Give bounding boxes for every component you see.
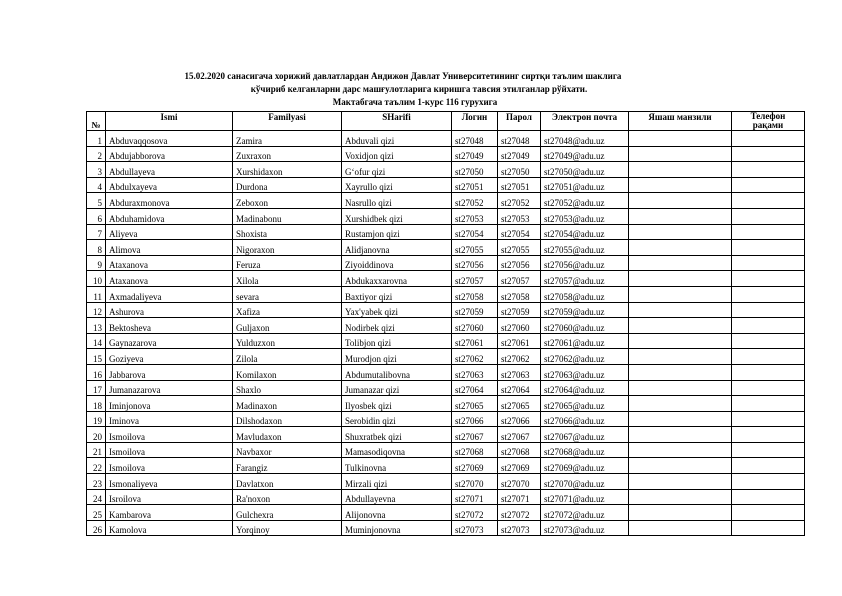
cell-login: st27070 xyxy=(452,474,498,490)
cell-number: 3 xyxy=(87,162,106,178)
cell-phone xyxy=(732,162,805,178)
cell-login: st27065 xyxy=(452,396,498,412)
cell-number: 11 xyxy=(87,286,106,302)
table-row xyxy=(87,489,805,505)
cell-parol: st27067 xyxy=(498,427,541,443)
cell-familiyasi: Zuxraxon xyxy=(233,146,342,162)
cell-parol: st27061 xyxy=(498,333,541,349)
cell-email: st27066@adu.uz xyxy=(541,411,629,427)
table-row xyxy=(87,131,805,147)
cell-login: st27073 xyxy=(452,520,498,536)
cell-parol: st27062 xyxy=(498,349,541,365)
cell-login: st27057 xyxy=(452,271,498,287)
cell-number: 20 xyxy=(87,427,106,443)
cell-familiyasi: Gulchexra xyxy=(233,505,342,521)
cell-sharifi: Xurshidbek qizi xyxy=(342,208,452,224)
col-header-familiyasi: Familyasi xyxy=(233,112,342,131)
cell-login: st27053 xyxy=(452,208,498,224)
cell-email: st27073@adu.uz xyxy=(541,520,629,536)
cell-familiyasi: Dilshodaxon xyxy=(233,411,342,427)
cell-ismi: Abduhamidova xyxy=(106,208,233,224)
cell-phone xyxy=(732,208,805,224)
cell-email: st27052@adu.uz xyxy=(541,193,629,209)
col-header-phone: Телефон рақами xyxy=(732,112,805,131)
cell-ismi: Kambarova xyxy=(106,505,233,521)
cell-number: 7 xyxy=(87,224,106,240)
cell-email: st27065@adu.uz xyxy=(541,396,629,412)
cell-address xyxy=(629,442,732,458)
cell-phone xyxy=(732,240,805,256)
cell-ismi: Abduraxmonova xyxy=(106,193,233,209)
cell-phone xyxy=(732,442,805,458)
cell-email: st27055@adu.uz xyxy=(541,240,629,256)
cell-phone xyxy=(732,458,805,474)
table-row xyxy=(87,442,805,458)
table-row xyxy=(87,177,805,193)
cell-login: st27067 xyxy=(452,427,498,443)
cell-email: st27072@adu.uz xyxy=(541,505,629,521)
cell-sharifi: Ilyosbek qizi xyxy=(342,396,452,412)
cell-familiyasi: Xurshidaxon xyxy=(233,162,342,178)
cell-ismi: Kamolova xyxy=(106,520,233,536)
cell-login: st27064 xyxy=(452,380,498,396)
col-header-ismi: Ismi xyxy=(106,112,233,131)
cell-familiyasi: Durdona xyxy=(233,177,342,193)
cell-sharifi: Mirzali qizi xyxy=(342,474,452,490)
cell-number: 10 xyxy=(87,271,106,287)
table-row xyxy=(87,474,805,490)
cell-parol: st27049 xyxy=(498,146,541,162)
cell-parol: st27070 xyxy=(498,474,541,490)
table-row xyxy=(87,271,805,287)
cell-address xyxy=(629,286,732,302)
table-row xyxy=(87,458,805,474)
cell-sharifi: Ziyoiddinova xyxy=(342,255,452,271)
cell-phone xyxy=(732,302,805,318)
cell-parol: st27053 xyxy=(498,208,541,224)
cell-number: 23 xyxy=(87,474,106,490)
cell-sharifi: Muminjonovna xyxy=(342,520,452,536)
cell-login: st27061 xyxy=(452,333,498,349)
cell-login: st27066 xyxy=(452,411,498,427)
cell-sharifi: Abduvali qizi xyxy=(342,131,452,147)
cell-number: 18 xyxy=(87,396,106,412)
cell-sharifi: Voxidjon qizi xyxy=(342,146,452,162)
document-title-line-3: Мактабгача таълим 1-курс 116 гурухига xyxy=(332,97,498,107)
cell-sharifi: Jumanazar qizi xyxy=(342,380,452,396)
cell-parol: st27051 xyxy=(498,177,541,193)
cell-login: st27049 xyxy=(452,146,498,162)
table-row xyxy=(87,380,805,396)
table-row xyxy=(87,318,805,334)
cell-login: st27056 xyxy=(452,255,498,271)
cell-phone xyxy=(732,364,805,380)
cell-email: st27056@adu.uz xyxy=(541,255,629,271)
cell-number: 26 xyxy=(87,520,106,536)
cell-number: 6 xyxy=(87,208,106,224)
cell-familiyasi: Navbaxor xyxy=(233,442,342,458)
cell-ismi: Iminova xyxy=(106,411,233,427)
cell-address xyxy=(629,271,732,287)
cell-parol: st27048 xyxy=(498,131,541,147)
cell-parol: st27068 xyxy=(498,442,541,458)
cell-address xyxy=(629,240,732,256)
table-header-row xyxy=(87,112,805,131)
cell-address xyxy=(629,177,732,193)
table-row xyxy=(87,349,805,365)
cell-ismi: Gaynazarova xyxy=(106,333,233,349)
cell-number: 15 xyxy=(87,349,106,365)
cell-email: st27071@adu.uz xyxy=(541,489,629,505)
cell-phone xyxy=(732,333,805,349)
cell-email: st27048@adu.uz xyxy=(541,131,629,147)
cell-phone xyxy=(732,193,805,209)
cell-ismi: Ataxanova xyxy=(106,271,233,287)
cell-parol: st27073 xyxy=(498,520,541,536)
col-header-number: № xyxy=(87,112,106,131)
cell-sharifi: G‘ofur qizi xyxy=(342,162,452,178)
col-header-sharifi: SHarifi xyxy=(342,112,452,131)
cell-familiyasi: Shaxlo xyxy=(233,380,342,396)
cell-address xyxy=(629,474,732,490)
cell-address xyxy=(629,380,732,396)
cell-parol: st27063 xyxy=(498,364,541,380)
cell-familiyasi: Farangiz xyxy=(233,458,342,474)
cell-ismi: Abdulxayeva xyxy=(106,177,233,193)
cell-address xyxy=(629,333,732,349)
cell-address xyxy=(629,193,732,209)
table-row xyxy=(87,146,805,162)
cell-address xyxy=(629,146,732,162)
cell-sharifi: Tulkinovna xyxy=(342,458,452,474)
cell-login: st27055 xyxy=(452,240,498,256)
cell-ismi: Ataxanova xyxy=(106,255,233,271)
student-list-table xyxy=(86,111,805,536)
cell-login: st27062 xyxy=(452,349,498,365)
cell-number: 16 xyxy=(87,364,106,380)
cell-parol: st27064 xyxy=(498,380,541,396)
cell-number: 17 xyxy=(87,380,106,396)
cell-parol: st27050 xyxy=(498,162,541,178)
cell-phone xyxy=(732,380,805,396)
table-row xyxy=(87,255,805,271)
cell-address xyxy=(629,208,732,224)
cell-familiyasi: Madinabonu xyxy=(233,208,342,224)
table-row xyxy=(87,427,805,443)
cell-number: 4 xyxy=(87,177,106,193)
cell-email: st27060@adu.uz xyxy=(541,318,629,334)
cell-login: st27048 xyxy=(452,131,498,147)
cell-parol: st27058 xyxy=(498,286,541,302)
cell-email: st27053@adu.uz xyxy=(541,208,629,224)
table-row xyxy=(87,333,805,349)
cell-familiyasi: Yorqinoy xyxy=(233,520,342,536)
document-title-line-1: 15.02.2020 санасигача хорижий давлатлардан Андижон Давлат Университетининг сиртқи таълим шаклига xyxy=(184,71,622,81)
table-row xyxy=(87,162,805,178)
table-row xyxy=(87,208,805,224)
cell-number: 14 xyxy=(87,333,106,349)
cell-familiyasi: Komilaxon xyxy=(233,364,342,380)
cell-parol: st27059 xyxy=(498,302,541,318)
cell-login: st27069 xyxy=(452,458,498,474)
cell-familiyasi: Xafiza xyxy=(233,302,342,318)
cell-login: st27052 xyxy=(452,193,498,209)
cell-email: st27068@adu.uz xyxy=(541,442,629,458)
cell-address xyxy=(629,318,732,334)
cell-ismi: Axmadaliyeva xyxy=(106,286,233,302)
table-row xyxy=(87,302,805,318)
cell-familiyasi: Zamira xyxy=(233,131,342,147)
cell-familiyasi: Ra'noxon xyxy=(233,489,342,505)
cell-phone xyxy=(732,489,805,505)
cell-number: 22 xyxy=(87,458,106,474)
cell-sharifi: Serobidin qizi xyxy=(342,411,452,427)
table-row xyxy=(87,505,805,521)
cell-number: 19 xyxy=(87,411,106,427)
cell-address xyxy=(629,364,732,380)
cell-address xyxy=(629,131,732,147)
cell-ismi: Jumanazarova xyxy=(106,380,233,396)
cell-sharifi: Yax'yabek qizi xyxy=(342,302,452,318)
cell-sharifi: Baxtiyor qizi xyxy=(342,286,452,302)
cell-login: st27071 xyxy=(452,489,498,505)
cell-number: 12 xyxy=(87,302,106,318)
cell-email: st27064@adu.uz xyxy=(541,380,629,396)
cell-sharifi: Abdukaxxarovna xyxy=(342,271,452,287)
cell-phone xyxy=(732,131,805,147)
cell-ismi: Ismonaliyeva xyxy=(106,474,233,490)
cell-number: 24 xyxy=(87,489,106,505)
cell-email: st27070@adu.uz xyxy=(541,474,629,490)
col-header-parol: Парол xyxy=(498,112,541,131)
col-header-address: Яшаш манзили xyxy=(629,112,732,131)
cell-ismi: Iminjonova xyxy=(106,396,233,412)
cell-ismi: Abdullayeva xyxy=(106,162,233,178)
cell-sharifi: Rustamjon qizi xyxy=(342,224,452,240)
cell-ismi: Isroilova xyxy=(106,489,233,505)
cell-familiyasi: Nigoraxon xyxy=(233,240,342,256)
cell-ismi: Aliyeva xyxy=(106,224,233,240)
cell-sharifi: Xayrullo qizi xyxy=(342,177,452,193)
cell-parol: st27055 xyxy=(498,240,541,256)
table-row xyxy=(87,240,805,256)
table-row xyxy=(87,396,805,412)
cell-phone xyxy=(732,411,805,427)
table-row xyxy=(87,224,805,240)
cell-parol: st27065 xyxy=(498,396,541,412)
cell-address xyxy=(629,349,732,365)
cell-parol: st27072 xyxy=(498,505,541,521)
cell-ismi: Goziyeva xyxy=(106,349,233,365)
cell-phone xyxy=(732,505,805,521)
cell-phone xyxy=(732,255,805,271)
cell-ismi: Ismoilova xyxy=(106,458,233,474)
cell-familiyasi: Mavludaxon xyxy=(233,427,342,443)
cell-address xyxy=(629,427,732,443)
cell-address xyxy=(629,162,732,178)
cell-phone xyxy=(732,271,805,287)
cell-address xyxy=(629,411,732,427)
cell-familiyasi: Zeboxon xyxy=(233,193,342,209)
cell-login: st27063 xyxy=(452,364,498,380)
cell-parol: st27066 xyxy=(498,411,541,427)
cell-parol: st27071 xyxy=(498,489,541,505)
cell-login: st27051 xyxy=(452,177,498,193)
cell-email: st27067@adu.uz xyxy=(541,427,629,443)
cell-phone xyxy=(732,224,805,240)
cell-familiyasi: Davlatxon xyxy=(233,474,342,490)
cell-address xyxy=(629,302,732,318)
table-row xyxy=(87,520,805,536)
cell-sharifi: Nasrullo qizi xyxy=(342,193,452,209)
cell-familiyasi: Shoxista xyxy=(233,224,342,240)
cell-address xyxy=(629,505,732,521)
cell-familiyasi: Guljaxon xyxy=(233,318,342,334)
document-title-line-2: кўчириб келганларни дарс машғулотларига киришга тавсия этилганлар рўйхати. xyxy=(250,84,588,94)
cell-familiyasi: sevara xyxy=(233,286,342,302)
cell-address xyxy=(629,255,732,271)
cell-phone xyxy=(732,146,805,162)
cell-email: st27049@adu.uz xyxy=(541,146,629,162)
cell-number: 8 xyxy=(87,240,106,256)
cell-email: st27062@adu.uz xyxy=(541,349,629,365)
cell-sharifi: Mamasodiqovna xyxy=(342,442,452,458)
cell-sharifi: Tolibjon qizi xyxy=(342,333,452,349)
cell-ismi: Bektosheva xyxy=(106,318,233,334)
cell-email: st27058@adu.uz xyxy=(541,286,629,302)
cell-email: st27069@adu.uz xyxy=(541,458,629,474)
cell-phone xyxy=(732,286,805,302)
cell-ismi: Abdujabborova xyxy=(106,146,233,162)
cell-email: st27054@adu.uz xyxy=(541,224,629,240)
cell-email: st27050@adu.uz xyxy=(541,162,629,178)
cell-phone xyxy=(732,474,805,490)
table-row xyxy=(87,364,805,380)
cell-parol: st27052 xyxy=(498,193,541,209)
cell-parol: st27060 xyxy=(498,318,541,334)
table-row xyxy=(87,193,805,209)
cell-number: 2 xyxy=(87,146,106,162)
cell-sharifi: Alijonovna xyxy=(342,505,452,521)
cell-email: st27057@adu.uz xyxy=(541,271,629,287)
cell-parol: st27056 xyxy=(498,255,541,271)
cell-number: 5 xyxy=(87,193,106,209)
cell-login: st27054 xyxy=(452,224,498,240)
col-header-email: Электрон почта xyxy=(541,112,629,131)
cell-number: 13 xyxy=(87,318,106,334)
table-row xyxy=(87,411,805,427)
col-header-login: Логин xyxy=(452,112,498,131)
cell-phone xyxy=(732,318,805,334)
cell-ismi: Ashurova xyxy=(106,302,233,318)
cell-login: st27058 xyxy=(452,286,498,302)
cell-sharifi: Nodirbek qizi xyxy=(342,318,452,334)
cell-phone xyxy=(732,427,805,443)
cell-sharifi: Abdullayevna xyxy=(342,489,452,505)
cell-ismi: Jabbarova xyxy=(106,364,233,380)
cell-number: 25 xyxy=(87,505,106,521)
cell-number: 21 xyxy=(87,442,106,458)
cell-phone xyxy=(732,520,805,536)
cell-login: st27059 xyxy=(452,302,498,318)
cell-familiyasi: Madinaxon xyxy=(233,396,342,412)
cell-login: st27050 xyxy=(452,162,498,178)
cell-login: st27072 xyxy=(452,505,498,521)
cell-parol: st27057 xyxy=(498,271,541,287)
cell-email: st27051@adu.uz xyxy=(541,177,629,193)
cell-ismi: Alimova xyxy=(106,240,233,256)
cell-parol: st27054 xyxy=(498,224,541,240)
cell-sharifi: Alidjanovna xyxy=(342,240,452,256)
cell-login: st27060 xyxy=(452,318,498,334)
cell-phone xyxy=(732,349,805,365)
cell-familiyasi: Xilola xyxy=(233,271,342,287)
cell-ismi: Ismoilova xyxy=(106,427,233,443)
cell-parol: st27069 xyxy=(498,458,541,474)
cell-familiyasi: Zilola xyxy=(233,349,342,365)
cell-email: st27059@adu.uz xyxy=(541,302,629,318)
cell-sharifi: Shuxratbek qizi xyxy=(342,427,452,443)
cell-familiyasi: Feruza xyxy=(233,255,342,271)
cell-sharifi: Abdumutalibovna xyxy=(342,364,452,380)
cell-address xyxy=(629,458,732,474)
cell-address xyxy=(629,224,732,240)
cell-ismi: Ismoilova xyxy=(106,442,233,458)
cell-number: 1 xyxy=(87,131,106,147)
cell-email: st27061@adu.uz xyxy=(541,333,629,349)
table-row xyxy=(87,286,805,302)
cell-ismi: Abduvaqqosova xyxy=(106,131,233,147)
cell-address xyxy=(629,396,732,412)
cell-address xyxy=(629,489,732,505)
cell-number: 9 xyxy=(87,255,106,271)
cell-email: st27063@adu.uz xyxy=(541,364,629,380)
cell-phone xyxy=(732,177,805,193)
cell-phone xyxy=(732,396,805,412)
cell-login: st27068 xyxy=(452,442,498,458)
cell-familiyasi: Yulduzxon xyxy=(233,333,342,349)
cell-sharifi: Murodjon qizi xyxy=(342,349,452,365)
cell-address xyxy=(629,520,732,536)
